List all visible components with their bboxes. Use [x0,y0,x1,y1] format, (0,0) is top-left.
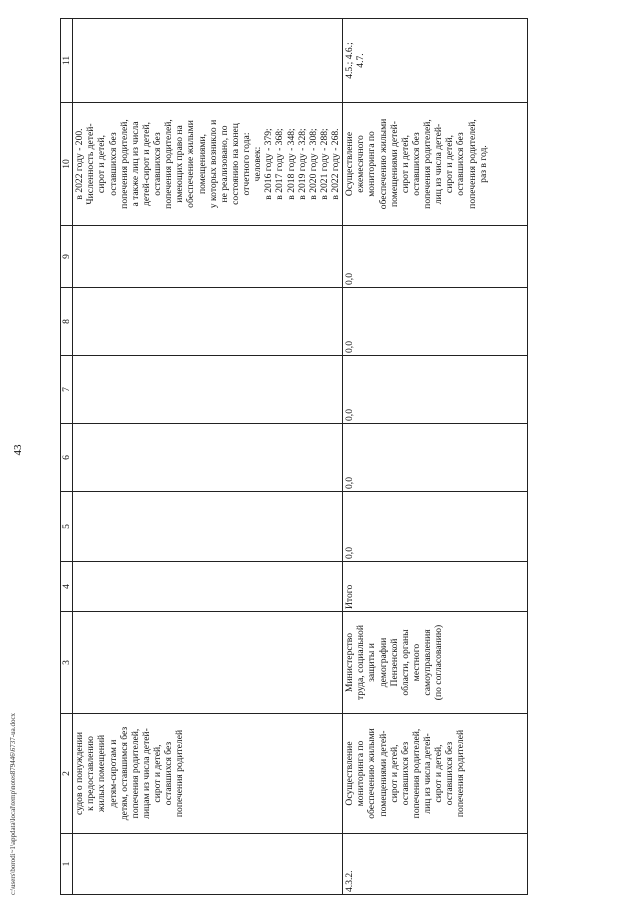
source-cell: Итого [343,562,528,612]
header-cell: 4 [61,562,73,612]
header-cell: 6 [61,424,73,492]
header-cell: 5 [61,492,73,562]
value-cell [73,492,343,562]
value-cell [73,424,343,492]
value-cell: 0,0 [343,424,528,492]
value-cell: 0,0 [343,356,528,424]
header-cell: 10 [61,103,73,226]
header-cell: 9 [61,226,73,288]
event-cell: судов о понуждении к предоставлению жилых помещений детям-сиротам и детям, оставшимся без попечения родителей, лицам из числа детей- сирот и детей, оставшихся без попечения родителей [73,714,343,834]
number-cell: 4.3.2. [343,834,528,895]
header-cell: 1 [61,834,73,895]
executor-cell [73,612,343,714]
header-cell: 3 [61,612,73,714]
page-number: 43 [12,444,24,456]
value-cell [73,288,343,356]
table-row [73,19,343,895]
link-cell [73,19,343,103]
header-row [61,19,73,895]
value-cell: 0,0 [343,288,528,356]
value-cell: 0,0 [343,492,528,562]
table-row [343,19,528,895]
executor-cell: Министерство труда, социальной защиты и демографии Пензенской области, органы местного самоуправления (по согласованию) [343,612,528,714]
header-cell: 7 [61,356,73,424]
event-cell: Осуществление мониторинга по обеспечению жилыми помещениями детей- сирот и детей, оставшихся без попечения родителей, лиц из числа детей- сирот и детей, оставшихся без попечения родителей [343,714,528,834]
number-cell [73,834,343,895]
value-cell [73,226,343,288]
result-cell: в 2022 году - 200. Численность детей- сирот и детей, оставшихся без попечения родителей, а также лиц из числа детей-сирот и детей, оставшихся без попечения родителей, имеющих право на обеспечение жилыми помещениями, у которых возникло и не реализовано, по состоянию на конец отчетного года: человек: в 2016 году - 379; в 2017 году - 368; в 2018 году - 348; в 2019 году - 328; в 2020 году - 308; в 2021 году - 288; в 2022 году - 268. [73,103,343,226]
result-cell: Осуществление ежемесячного мониторинга по обеспечению жилыми помещениями детей- сирот и детей, оставшихся без попечения родителей, лиц из числа детей- сирот и детей, оставшихся без попечения родителей, раз в год. [343,103,528,226]
value-cell: 0,0 [343,226,528,288]
source-cell [73,562,343,612]
file-path-footer: c:\users\borodi~1\appdata\local\temp\notes879446\6737-ua.docx [9,712,17,895]
value-cell [73,356,343,424]
header-cell: 11 [61,19,73,103]
program-table [60,18,528,895]
header-cell: 8 [61,288,73,356]
header-cell: 2 [61,714,73,834]
link-cell: 4.5.; 4.6.; 4.7. [343,19,528,103]
